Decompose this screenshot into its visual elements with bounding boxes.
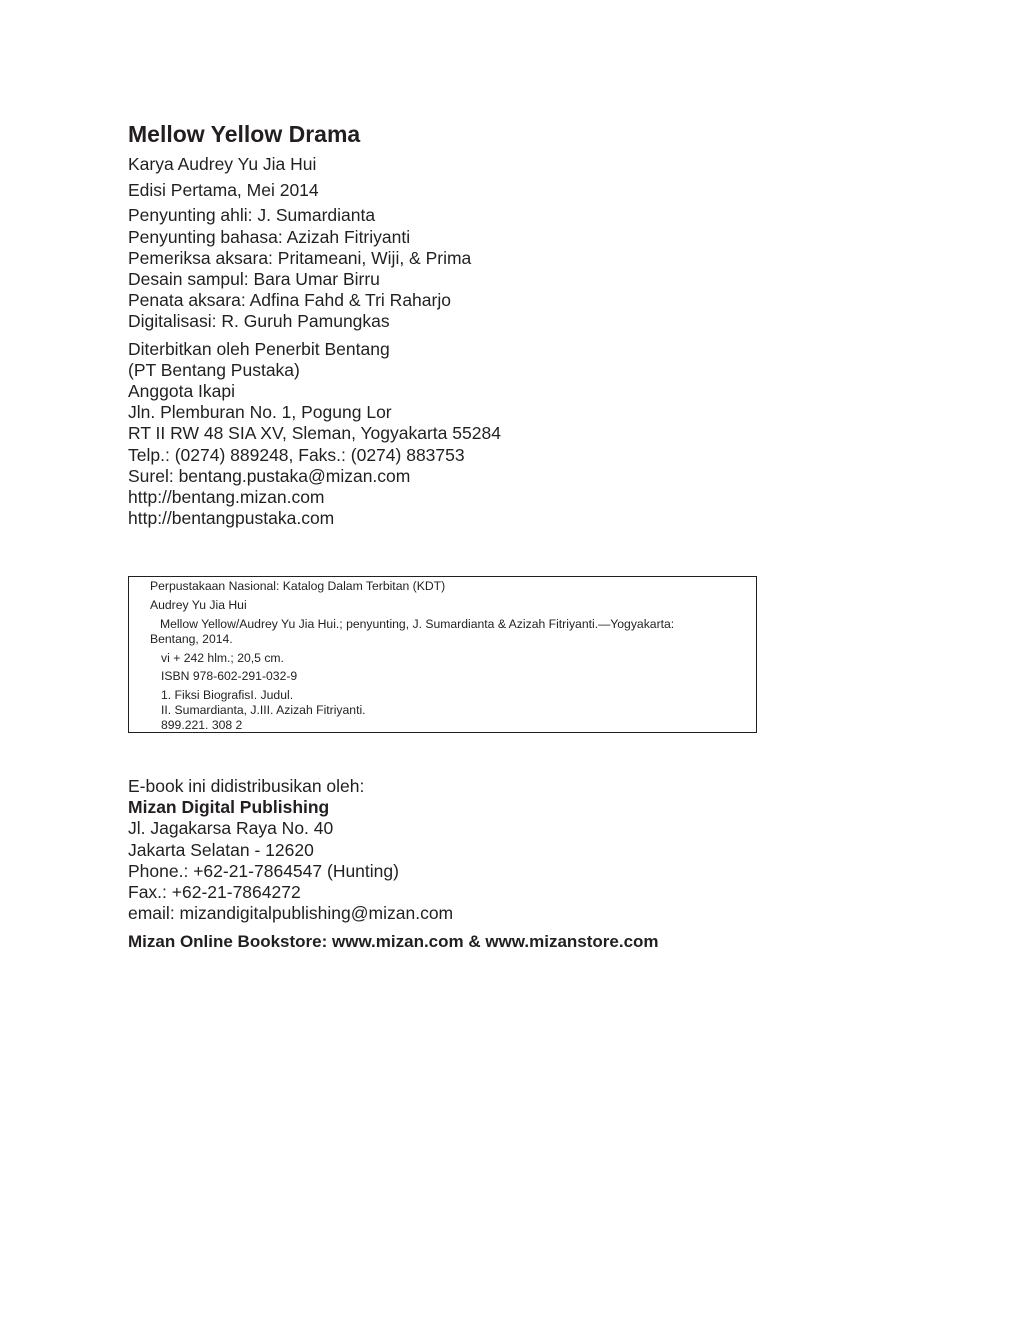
distributor-fax: Fax.: +62-21-7864272 xyxy=(128,882,301,903)
credit-line: Penata aksara: Adfina Fahd & Tri Raharjo xyxy=(128,290,451,311)
kdt-subject: 1. Fiksi BiografisI. Judul. xyxy=(161,688,294,702)
credit-line: Penyunting ahli: J. Sumardianta xyxy=(128,205,376,226)
credit-line: Pemeriksa aksara: Pritameani, Wiji, & Prima xyxy=(128,247,472,268)
kdt-classification: 899.221. 308 2 xyxy=(161,718,243,732)
publisher-website: http://bentangpustaka.com xyxy=(128,508,335,529)
publisher-line: Jln. Plemburan No. 1, Pogung Lor xyxy=(128,402,392,423)
distributor-address: Jl. Jagakarsa Raya No. 40 xyxy=(128,818,334,839)
publisher-line: Anggota Ikapi xyxy=(128,381,236,402)
kdt-description: Mellow Yellow/Audrey Yu Jia Hui.; penyunting, J. Sumardianta & Azizah Fitriyanti.—Yogyakarta: xyxy=(160,617,675,631)
kdt-description: Bentang, 2014. xyxy=(150,632,233,646)
publisher-line: Telp.: (0274) 889248, Faks.: (0274) 883753 xyxy=(128,444,465,465)
publisher-website: http://bentang.mizan.com xyxy=(128,487,325,508)
kdt-heading: Perpustakaan Nasional: Katalog Dalam Terbitan (KDT) xyxy=(150,579,446,593)
colophon xyxy=(128,118,888,529)
publisher-block xyxy=(128,339,888,530)
author-line: Karya Audrey Yu Jia Hui xyxy=(128,154,317,174)
book-title: Mellow Yellow Drama xyxy=(128,121,361,147)
credit-line: Digitalisasi: R. Guruh Pamungkas xyxy=(128,311,390,332)
kdt-author: Audrey Yu Jia Hui xyxy=(150,598,247,612)
online-bookstore-line: Mizan Online Bookstore: www.mizan.com & www.mizanstore.com xyxy=(128,932,659,952)
distribution-block xyxy=(128,776,888,953)
distributor-email: email: mizandigitalpublishing@mizan.com xyxy=(128,903,454,924)
edition-line: Edisi Pertama, Mei 2014 xyxy=(128,179,319,200)
distribution-intro: E-book ini didistribusikan oleh: xyxy=(128,776,365,796)
publisher-line: Diterbitkan oleh Penerbit Bentang xyxy=(128,338,390,359)
credit-line: Penyunting bahasa: Azizah Fitriyanti xyxy=(128,226,411,247)
credits-list xyxy=(128,205,888,332)
distributor-address: Jakarta Selatan - 12620 xyxy=(128,839,314,860)
distributor-name: Mizan Digital Publishing xyxy=(128,797,330,818)
publisher-line: RT II RW 48 SIA XV, Sleman, Yogyakarta 55284 xyxy=(128,423,501,444)
kdt-isbn: ISBN 978-602-291-032-9 xyxy=(161,669,298,683)
credit-line: Desain sampul: Bara Umar Birru xyxy=(128,269,380,290)
publisher-email: Surel: bentang.pustaka@mizan.com xyxy=(128,465,411,486)
publisher-line: (PT Bentang Pustaka) xyxy=(128,359,300,380)
kdt-catalog-box xyxy=(128,576,757,733)
kdt-subject: II. Sumardianta, J.III. Azizah Fitriyanti. xyxy=(161,703,366,717)
distributor-phone: Phone.: +62-21-7864547 (Hunting) xyxy=(128,860,399,881)
kdt-pages: vi + 242 hlm.; 20,5 cm. xyxy=(161,651,284,665)
